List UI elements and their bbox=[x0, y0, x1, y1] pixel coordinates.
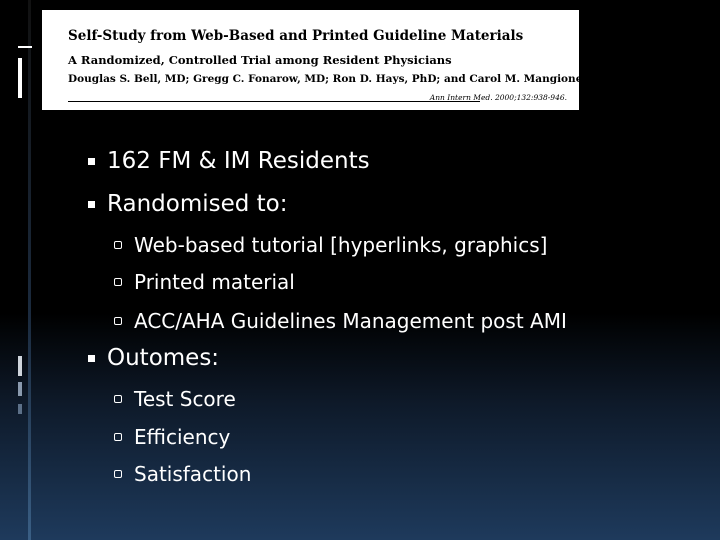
left-accent-bar-lower bbox=[18, 382, 22, 396]
paper-header-image bbox=[42, 10, 655, 110]
left-accent-rule bbox=[28, 0, 31, 540]
bullet-outcomes: Outomes: bbox=[107, 345, 220, 371]
arm-acc-aha: ACC/AHA Guidelines Management post AMI bbox=[134, 309, 567, 333]
list-item bbox=[114, 462, 251, 486]
hollow-bullet-icon bbox=[114, 433, 122, 441]
list-item bbox=[88, 191, 288, 217]
paper-citation: Ann Intern Med. 2000;132:938-946. bbox=[429, 93, 567, 102]
square-bullet-icon bbox=[88, 158, 95, 165]
list-item bbox=[88, 148, 370, 174]
left-accent-bar-lower bbox=[18, 356, 22, 376]
bullet-randomised: Randomised to: bbox=[107, 191, 288, 217]
hollow-bullet-icon bbox=[114, 241, 122, 249]
paper-title: Self-Study from Web-Based and Printed Guideline Materials bbox=[68, 28, 524, 44]
list-item bbox=[114, 233, 547, 257]
list-item bbox=[88, 345, 219, 371]
list-item bbox=[114, 425, 230, 449]
square-bullet-icon bbox=[88, 201, 95, 208]
hollow-bullet-icon bbox=[114, 278, 122, 286]
hollow-bullet-icon bbox=[114, 317, 122, 325]
outcome-test-score: Test Score bbox=[134, 387, 236, 411]
left-accent-bar-lower bbox=[18, 404, 22, 414]
list-item bbox=[114, 270, 295, 294]
arm-printed: Printed material bbox=[134, 270, 295, 294]
left-accent-tick bbox=[18, 46, 32, 48]
bullet-residents: 162 FM & IM Residents bbox=[107, 148, 370, 174]
list-item bbox=[114, 387, 236, 411]
left-accent-bar bbox=[18, 58, 22, 98]
paper-divider bbox=[68, 101, 480, 102]
paper-authors: Douglas S. Bell, MD; Gregg C. Fonarow, MD; Ron D. Hays, PhD; and Carol M. Mangione, MD, MSPH bbox=[68, 73, 655, 85]
list-item bbox=[114, 309, 567, 333]
arm-web: Web-based tutorial [hyperlinks, graphics] bbox=[134, 233, 548, 257]
hollow-bullet-icon bbox=[114, 470, 122, 478]
paper-subtitle: A Randomized, Controlled Trial among Resident Physicians bbox=[68, 53, 452, 67]
square-bullet-icon bbox=[88, 355, 95, 362]
outcome-efficiency: Efficiency bbox=[134, 425, 231, 449]
outcome-satisfaction: Satisfaction bbox=[134, 462, 252, 486]
hollow-bullet-icon bbox=[114, 395, 122, 403]
